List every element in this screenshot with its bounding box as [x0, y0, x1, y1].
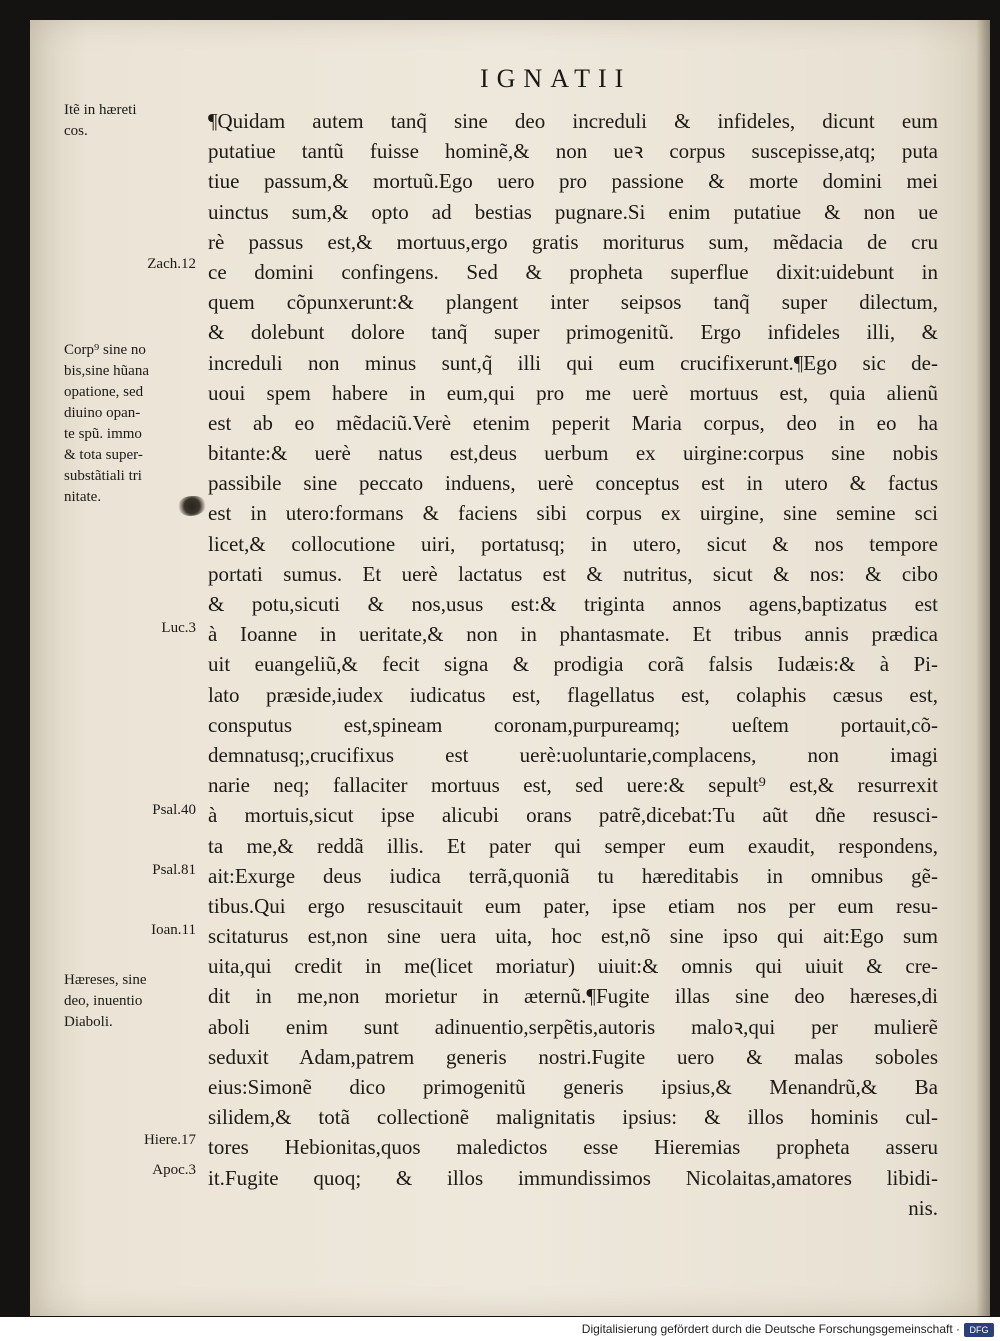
body-text	[208, 106, 938, 1223]
text-line: bitante:& uerè natus est,deus uerbum ex uirgine:corpus sine nobis	[208, 441, 938, 466]
footer-bar	[0, 1317, 1000, 1341]
marginal-note-haeretici	[64, 100, 200, 142]
text-line: putatiue tantũ fuisse hominẽ,& non ueꝛ corpus suscepisse,atq; puta	[208, 139, 938, 164]
text-line-catchword: nis.	[908, 1195, 938, 1220]
text-line: est in utero:formans & faciens sibi corpus ex uirgine, sine semine sci	[208, 501, 938, 526]
marginal-line: diuino opan-	[64, 405, 141, 421]
text-line: rè passus est,& mortuus,ergo gratis moriturus sum, mẽdacia de cru	[208, 229, 938, 254]
text-line: passibile sine peccato induens, uerè conceptus est in utero & factus	[208, 471, 938, 496]
text-line: uita,qui credit in me(licet moriatur) uiuit:& omnis qui uiuit & cre-	[208, 954, 938, 979]
marginal-note-zach: Zach.12	[147, 256, 196, 272]
text-line: uoui spem habere in eum,qui pro me uerè mortuus est, quia alienũ	[208, 380, 938, 405]
marginal-line: Hæreses, sine	[64, 972, 147, 988]
text-line: uit euangeliũ,& fecit signa & prodigia corã falsis Iudæis:& à Pi-	[208, 652, 938, 677]
marginal-line: substãtiali tri	[64, 468, 142, 484]
running-head: IGNATII	[480, 64, 632, 93]
text-line: uinctus sum,& opto ad bestias pugnare.Si enim putatiue & non ue	[208, 199, 938, 224]
text-line: ait:Exurge deus iudica terrã,quoniã tu hæreditabis in omnibus gẽ-	[208, 863, 938, 888]
text-line: tiue passum,& mortuũ.Ego uero pro passione & morte domini mei	[208, 169, 938, 194]
text-line: narie neq; fallaciter mortuus est, sed uere:& sepult⁹ est,& resurrexit	[208, 773, 938, 798]
text-line: consputus est,spineam coronam,purpureamq; ueſtem portauit,cõ-	[208, 712, 938, 737]
text-line: à Ioanne in ueritate,& non in phantasmate. Et tribus annis prædica	[208, 622, 938, 647]
marginal-line: Diaboli.	[64, 1014, 113, 1030]
marginal-line: opatione, sed	[64, 384, 144, 400]
marginal-note-luc: Luc.3	[161, 620, 196, 636]
text-line: quem cõpunxerunt:& plangent inter seipsos tanq̃ super dilectum,	[208, 290, 938, 315]
text-line: tores Hebionitas,quos maledictos esse Hieremias propheta asseru	[208, 1135, 938, 1160]
marginal-note-corpus	[64, 340, 200, 508]
text-line: increduli non minus sunt,q̃ illi qui eum crucifixerunt.¶Ego sic de-	[208, 350, 938, 375]
marginal-note-ioan: Ioan.11	[151, 922, 196, 938]
text-line: dit in me,non morietur in æternũ.¶Fugite illas sine deo hæreses,di	[208, 984, 938, 1009]
text-line: lato præside,iudex iudicatus est, flagellatus est, colaphis cæsus est,	[208, 682, 938, 707]
text-line: ¶Quidam autem tanq̃ sine deo increduli & infideles, dicunt eum	[208, 109, 938, 133]
text-line: aboli enim sunt adinuentio,serpẽtis,autoris maloꝛ,qui per mulierẽ	[208, 1014, 938, 1039]
dfg-logo: DFG	[964, 1323, 994, 1337]
marginal-note-apoc: Apoc.3	[152, 1162, 196, 1178]
marginal-note-haereses	[64, 970, 200, 1033]
text-line: ce domini confingens. Sed & propheta superflue dixit:uidebunt in	[208, 259, 938, 284]
text-line: à mortuis,sicut ipse alicubi orans patrẽ,dicebat:Tu aũt dñe resusci-	[208, 803, 938, 828]
marginal-line: nitate.	[64, 489, 102, 505]
text-line: portati sumus. Et uerè lactatus est & nutritus, sicut & nos: & cibo	[208, 561, 938, 586]
marginal-line: Corp⁹ sine no	[64, 342, 146, 358]
text-line: it.Fugite quoq; & illos immundissimos Nicolaitas,amatores libidi-	[208, 1165, 938, 1190]
marginal-note-hiere: Hiere.17	[143, 1132, 196, 1148]
marginal-line: & tota super-	[64, 447, 143, 463]
text-line: eius:Simonẽ dico primogenitũ generis ipsius,& Menandrũ,& Ba	[208, 1075, 938, 1099]
footer-credit: Digitalisierung gefördert durch die Deutsche Forschungsgemeinschaft ·	[581, 1322, 960, 1336]
text-line: seduxit Adam,patrem generis nostri.Fugite uero & malas soboles	[208, 1044, 938, 1069]
text-line: & potu,sicuti & nos,usus est:& triginta annos agens,baptizatus est	[208, 592, 938, 616]
text-line: est ab eo mẽdaciũ.Verè etenim peperit Maria corpus, deo in eo ha	[208, 410, 938, 435]
text-line: licet,& collocutione uiri, portatusq; in utero, sicut & nos tempore	[208, 531, 938, 556]
marginal-line: bis,sine hũana	[64, 363, 149, 379]
marginal-line: deo, inuentio	[64, 993, 143, 1009]
text-line: demnatusq;,crucifixus est uerè:uoluntarie,complacens, non imagi	[208, 742, 938, 767]
marginal-line: Itẽ in hæreti	[64, 102, 137, 118]
marginal-line: te spũ. immo	[64, 426, 142, 442]
text-line: scitaturus est,non sine uera uita, hoc est,nõ sine ipso qui ait:Ego sum	[208, 924, 938, 949]
text-line: silidem,& totã collectionẽ malignitatis ipsius: & illos hominis cul-	[208, 1105, 938, 1130]
marginal-note-psal81: Psal.81	[152, 862, 196, 878]
marginal-note-psal40: Psal.40	[152, 802, 196, 818]
marginal-line: cos.	[64, 123, 88, 139]
text-line: tibus.Qui ergo resuscitauit eum pater, ipse etiam nos per eum resu-	[208, 893, 938, 918]
text-line: ta me,& reddã illis. Et pater qui semper eum exaudit, respondens,	[208, 833, 938, 858]
page-gutter-shadow	[976, 20, 990, 1316]
text-line: & dolebunt dolore tanq̃ super primogenitũ. Ergo infideles illi, &	[208, 320, 938, 345]
